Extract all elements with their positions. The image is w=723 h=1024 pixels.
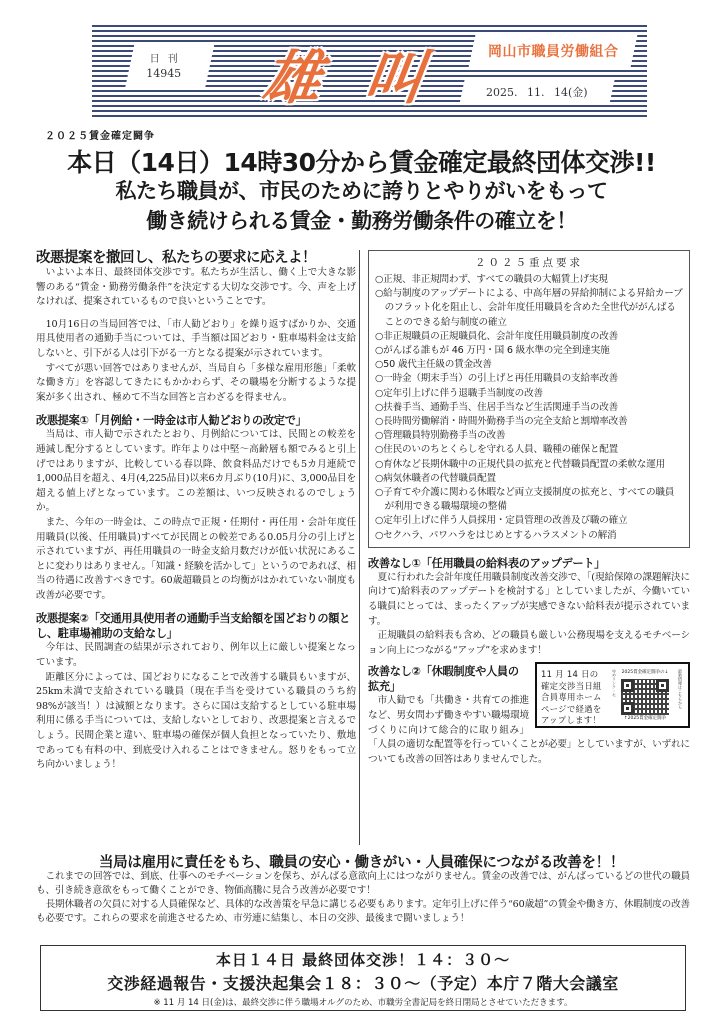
paragraph: いよいよ本日、最終団体交渉です。私たちが生活し、働く上で大きな影響のある“賃金・勤務労働条件”を決定する大切な交渉です。今、声を上げなければ、提案されているもので良いということです。 — [36, 267, 356, 308]
demand-item: ○育休など長期休職中の正規代員の拡充と代替職員配置の柔軟な運用 — [375, 458, 665, 470]
paragraph: 正規職員の給料表も含め、どの職員も厳しい公務現場を支えるモチベーション向上につながる“アップ”を求めます！ — [368, 630, 690, 656]
demands-title: ２０２５重点要求 — [475, 257, 583, 269]
qr-info-text: 11 月 14 日の確定交渉当日組合員専用ホームページで経過をアップします！ — [541, 669, 602, 726]
demand-item: ○一時金（期末手当）の引上げと再任用職員の支給率改善 — [375, 373, 619, 385]
paragraph: 距離区分によっては、国どおりになることで改善する職員もいますが、25km未満で支給されている職員（現在手当を受けている職員のうち約98%が該当！）は減額となります。さらに国は支給するとしている駐車場利用に係る手当については、支給しないとしており、改悪提案と言えるでしょう。民間企業と違い、駐車場の確保が個人負担となっていたり、敷地であっても有料の中、到底受け入れることはできません。怒りをもって立ち向かいましょう！ — [36, 671, 356, 771]
demand-item: ○セクハラ、パワハラをはじめとするハラスメントの解消 — [375, 529, 617, 541]
newspaper-title — [258, 27, 429, 119]
demand-item: ○扶養手当、通勤手当、住居手当など生活関連手当の改善 — [375, 401, 619, 413]
paragraph: 当局は、市人勧で示されたとおり、月例給については、民間との較差を逓減し配分するとしています。昨年よりは中堅～高齢層も額でみると引上げではありますが、比較している春以降、飲食料品だけでも5カ月連続で1,000品目を超え、4月(4,225品目)以来6カ月ぶり(10月)に、3,000品目を超える値上げとなっています。この差額は、いつ反映されるのでしょうか。 — [36, 429, 356, 514]
issue-date: 2025. 11. 14(金) — [486, 86, 588, 99]
kicker: ２０２５賃金確定闘争 — [45, 131, 155, 142]
date-box — [459, 79, 615, 105]
notice-negotiation-time: 本日１４日 最終団体交渉！１４：３０～ — [215, 951, 511, 969]
demand-item: ○がんばる誰もが 46 万円・国 6 級水準の完全到達実施 — [375, 345, 610, 357]
qr-side-label-right: 最新情報はこちらから — [678, 669, 683, 710]
demand-item: ○正規、非正規問わず、すべての職員の大幅賃上げ実現 — [375, 274, 608, 285]
paragraph: また、今年の一時金は、この時点で正規・任期付・再任用・会計年度任用職員(以後、任用職員)すべてが民間との較差である0.05月分の引上げと示されていますが、再任用職員の一時金支給月数だけが低い状況にあることに変わりはありません。「知識・経験を活かして」というのであれば、相当の待遇に改善すべきです。60歳超職員との均衡がはかれていない制度も改善が必要です。 — [36, 516, 356, 601]
left-column — [36, 250, 356, 773]
title-char-1: 雄 — [258, 44, 327, 112]
demand-item: ○子育てや介護に関わる休暇など両立支援制度の拡充と、すべての職員が利用できる職場環境の整備 — [375, 487, 675, 513]
bottom-heading: 当局は雇用に責任をもち、職員の安心・働きがい・人員確保につながる改善を！！ — [98, 855, 625, 871]
section-heading-withdraw: 改悪提案を撤回し、私たちの要求に応えよ！ — [36, 250, 316, 266]
paragraph: 市人勧でも「共働き・共育ての推進など、男女問わず働きやすい職場環境づくりに向けて総合的に取り組み」「人員の適切な配置等を行っていくことが必要」としていますが、いずれについても改善の回答はありませんでした。 — [368, 695, 690, 765]
paragraph: すべてが悪い回答ではありませんが、当局自ら「多様な雇用形態」「柔軟な働き方」を容認してきたにもかかわらず、その職場を分断するような提案が多く出され、極めて不当な回答と言わざるを得ません。 — [36, 362, 356, 403]
section-heading-proposal-2: 改悪提案②「交通用具使用者の通勤手当支給額を国どおりの額とし、駐車場補助の支給なし」 — [36, 612, 351, 641]
demand-item: ○50 歳代主任級の賃金改善 — [375, 359, 492, 371]
paragraph: 長期休職者の欠員に対する人員確保など、具体的な改善策を早急に講じる必要もあります。定年引上げに伴う“60歳超”の賃金や働き方、休暇制度の改善も必要です。これらの要求を前進させるため、市労連に結集し、本日の交渉、最後まで闘いましょう！ — [36, 899, 690, 924]
demand-item: ○病気休職者の代替職員配置 — [375, 472, 496, 484]
demand-item: ○定年引上げに伴う人員採用・定員管理の改善及び職の確立 — [375, 515, 628, 527]
demand-item: ○長時間労働解消・時間外勤務手当の完全支給と割増率改善 — [375, 416, 628, 428]
demand-item: ○住民のいのちとくらしを守れる人員、職種の確保と配置 — [375, 444, 619, 456]
right-column — [368, 250, 690, 767]
union-name-box — [469, 35, 638, 67]
issue-label: 日刊 — [149, 54, 186, 65]
sub-headline-2: 働き続けられる賃金・勤務労働条件の確立を！ — [146, 209, 577, 233]
notice-rally-info: 交渉経過報告・支援決起集会１８：３０～（予定）本庁７階大会議室 — [107, 974, 619, 993]
bottom-body — [36, 870, 690, 926]
qr-side-label-left: ゆめリンク・セ — [612, 669, 617, 698]
column-divider — [359, 250, 360, 845]
paragraph: 今年は、民間調査の結果が示されており、例年以上に厳しい提案となっています。 — [36, 642, 356, 669]
title-char-2: 叫 — [360, 44, 429, 112]
qr-caption-top: 2025賃金確定闘争の↓ — [621, 670, 669, 676]
notice-office-closure: ※ 11 月 14 日(金)は、最終交渉に伴う職場オルグのため、市職労全書記局を終日閉局とさせていただきます。 — [153, 998, 573, 1008]
union-name: 岡山市職員労働組合 — [487, 44, 619, 60]
issue-box — [125, 43, 214, 87]
demand-item: ○定年引上げに伴う退職手当制度の改善 — [375, 387, 543, 399]
paragraph: 夏に行われた会計年度任用職員制度改善交渉で、「(現給保障の課題解決に向けて)給料表のアップデートを検討する」としていましたが、今働いている職員にとっては、まったくアップが実感できない給料表が提示されています。 — [368, 571, 690, 627]
demand-item: ○給与制度のアップデートによる、中高年層の昇給抑制による昇給カーブのフラット化を阻止し、会計年度任用職員を含めた全世代ががんばることのできる給与制度の確立 — [375, 288, 683, 328]
qr-code-icon[interactable] — [621, 679, 669, 715]
qr-caption-bottom: ↑2025賃金確定闘争 — [623, 716, 667, 722]
section-heading-proposal-1: 改悪提案①「月例給・一時金は市人勧どおりの改定で」 — [36, 414, 307, 428]
masthead — [92, 25, 647, 120]
paragraph: 10月16日の当局回答では、「市人勧どおり」を繰り返すばかりか、交通用具使用者の通勤手当については、手当額は国どおり・駐車場料金は支給しないと、引下がる人は引下がる一方となる提案が示されています。 — [36, 318, 356, 359]
section-heading-no-improvement-2: 改善なし②「休暇制度や人員の拡充」 — [368, 665, 519, 694]
priority-demands-box — [368, 250, 690, 548]
demand-item: ○管理職員特別勤務手当の改善 — [375, 430, 506, 442]
sub-headline-1: 私たち職員が、市民のために誇りとやりがいをもって — [115, 179, 608, 203]
demand-item: ○非正規職員の正規職員化、会計年度任用職員制度の改善 — [375, 330, 619, 342]
main-headline: 本日（14日）14時30分から賃金確定最終団体交渉!! — [67, 148, 656, 177]
section-heading-no-improvement-1: 改善なし①「任用職員の給料表のアップデート」 — [368, 556, 606, 570]
schedule-notice-box — [40, 945, 686, 1011]
qr-info-box — [535, 662, 690, 728]
issue-number: 14945 — [146, 67, 182, 80]
paragraph: これまでの回答では、到底、仕事へのモチベーションを保ち、がんばる意欲向上にはつながりません。賃金の改善では、がんばっているどの世代の職員も、引き続き意欲をもって働くことができ、物価高騰に見合う改善が必要です！ — [36, 871, 690, 896]
